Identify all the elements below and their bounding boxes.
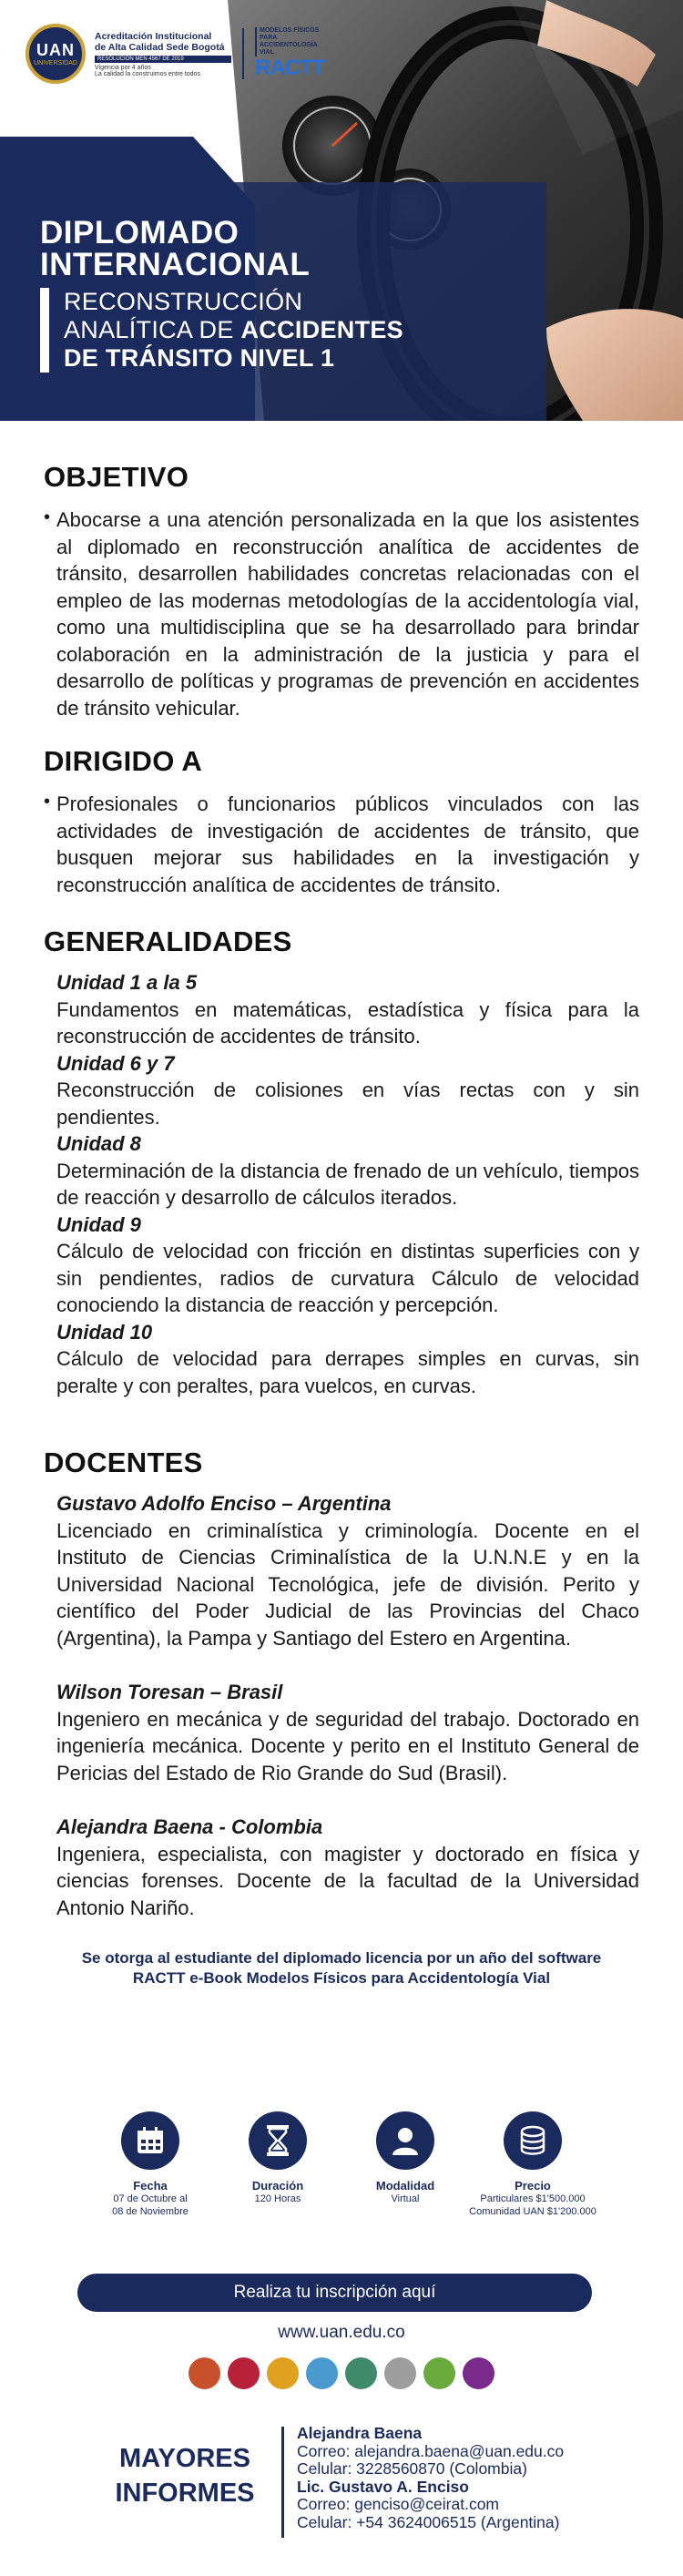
info-modalidad bbox=[342, 2111, 469, 2218]
hero-subtitle-line1: RECONSTRUCCIÓN bbox=[64, 288, 303, 315]
info-fecha-label: Fecha bbox=[133, 2179, 168, 2193]
contact-email-1[interactable]: Correo: alejandra.baena@uan.edu.co bbox=[297, 2441, 565, 2460]
color-dot bbox=[384, 2357, 416, 2389]
info-fecha-line1: 07 de Octubre al bbox=[113, 2193, 188, 2204]
objetivo-title: OBJETIVO bbox=[44, 461, 189, 493]
software-license-notice bbox=[44, 1948, 639, 1988]
hero-subtitle-line2b: ACCIDENTES bbox=[240, 316, 403, 343]
main-content bbox=[0, 421, 683, 1988]
license-line1: Se otorga al estudiante del diplomado licencia por un año del software bbox=[81, 1949, 602, 1967]
info-precio-line2: Comunidad UAN $1'200.000 bbox=[469, 2206, 596, 2217]
accreditation-line2: de Alta Calidad Sede Bogotá bbox=[95, 41, 225, 53]
uan-logo-sub: UNIVERSIDAD bbox=[34, 60, 77, 66]
dirigido-section bbox=[44, 745, 639, 898]
info-modalidad-label: Modalidad bbox=[375, 2179, 435, 2193]
unit-title: Unidad 1 a la 5 bbox=[56, 971, 198, 994]
unit-title: Unidad 8 bbox=[56, 1132, 141, 1155]
accreditation-tagline: La calidad la construimos entre todos bbox=[95, 70, 200, 77]
accreditation-block bbox=[95, 31, 231, 77]
contact-title-line2: INFORMES bbox=[115, 2479, 255, 2508]
contact-phone-1[interactable]: Celular: 3228560870 (Colombia) bbox=[297, 2459, 527, 2478]
unit-text: Determinación de la distancia de frenado de un vehículo, tiempos de reacción y desarrollo de cálculos iterados. bbox=[56, 1159, 639, 1209]
teacher-card bbox=[56, 1679, 639, 1786]
objetivo-text: • Abocarse a una atención personalizada en la que los asistentes al diplomado en reconstrucción analítica de accidentes de tránsito, desarrollen habilidades concretas relacionadas con el empleo de las modernas metodologías de la accidentología vial, como una multidisciplina que se ha desarrollado para brindar colaboración en la administración de la justicia y para el desarrollo de políticas y programas de prevención en accidentes de tránsito vehicular. bbox=[44, 506, 639, 721]
logo-divider bbox=[242, 28, 244, 79]
unit-title: Unidad 10 bbox=[56, 1320, 153, 1344]
color-dot bbox=[463, 2357, 494, 2389]
teacher-name: Alejandra Baena - Colombia bbox=[56, 1815, 323, 1838]
hero-subtitle bbox=[40, 288, 514, 373]
uan-logo[interactable] bbox=[25, 24, 86, 84]
logo-bar bbox=[25, 22, 333, 86]
hero-title-line2: INTERNACIONAL bbox=[40, 247, 311, 282]
docentes-title: DOCENTES bbox=[44, 1446, 203, 1478]
objetivo-section bbox=[44, 421, 639, 721]
hourglass-icon bbox=[249, 2111, 307, 2170]
subtitle-accent-bar bbox=[40, 288, 49, 373]
ractt-small-text: MODELOS FÍSICOS PARA ACCIDENTOLOGÍA VIAL bbox=[255, 27, 333, 56]
info-fecha-line2: 08 de Noviembre bbox=[112, 2206, 189, 2217]
ractt-logo[interactable] bbox=[255, 27, 333, 80]
teacher-card bbox=[56, 1814, 639, 1921]
ractt-logo-text: RACTT bbox=[255, 56, 325, 80]
license-line2: RACTT e-Book Modelos Físicos para Accidentología Vial bbox=[132, 1969, 551, 1987]
contact-title-line1: MAYORES bbox=[119, 2444, 250, 2473]
dirigido-text: • Profesionales o funcionarios públicos vinculados con las actividades de investigación de accidentes de tránsito, que busquen mejorar sus habilidades en la investigación y reconstrucción analítica de accidentes de tránsito. bbox=[44, 791, 639, 898]
accreditation-line1: Acreditación Institucional bbox=[95, 30, 212, 42]
contact-title bbox=[107, 2441, 262, 2510]
color-dot bbox=[267, 2357, 299, 2389]
generalidades-title: GENERALIDADES bbox=[44, 925, 292, 957]
info-duracion-line1: 120 Horas bbox=[254, 2193, 301, 2204]
contact-phone-2[interactable]: Celular: +54 3624006515 (Argentina) bbox=[297, 2512, 560, 2531]
info-precio-label: Precio bbox=[515, 2179, 551, 2193]
teacher-card bbox=[56, 1490, 639, 1651]
unit-title: Unidad 9 bbox=[56, 1212, 141, 1236]
user-icon bbox=[376, 2111, 434, 2170]
accreditation-badge: RESOLUCIÓN MEN 4567 DE 2019 bbox=[95, 56, 231, 63]
teacher-name: Wilson Toresan – Brasil bbox=[56, 1681, 283, 1703]
info-fecha bbox=[87, 2111, 214, 2218]
calendar-icon bbox=[121, 2111, 179, 2170]
contact-details bbox=[297, 2425, 564, 2531]
unit-title: Unidad 6 y 7 bbox=[56, 1051, 175, 1075]
dirigido-title: DIRIGIDO A bbox=[44, 745, 203, 777]
hero-subtitle-line2a: ANALÍTICA DE bbox=[64, 316, 241, 343]
accreditation-validity: Vigencia por 4 años bbox=[95, 64, 151, 71]
teacher-bio: Ingeniera, especialista, con magister y doctorado en física y ciencias forenses. Docente de la facultad de la Universidad Antonio Nariño. bbox=[56, 1842, 639, 1919]
uan-logo-text: UAN bbox=[36, 41, 75, 59]
contact-email-2[interactable]: Correo: genciso@ceirat.com bbox=[297, 2495, 500, 2513]
teacher-bio: Licenciado en criminalística y criminología. Docente en el Instituto de Ciencias Criminalística de la U.N.N.E y en la Universidad Nacional Tecnológica, jefe de división. Perito y científico del Poder Judicial de las Provincias del Chaco (Argentina), la Pampa y Santiago del Estero en Argentina. bbox=[56, 1518, 639, 1650]
docentes-section bbox=[44, 1446, 639, 1921]
teacher-name: Gustavo Adolfo Enciso – Argentina bbox=[56, 1492, 392, 1515]
register-button[interactable]: Realiza tu inscripción aquí bbox=[77, 2274, 592, 2312]
info-modalidad-line1: Virtual bbox=[391, 2193, 420, 2204]
hero-title-line1: DIPLOMADO bbox=[40, 215, 240, 250]
color-dot bbox=[423, 2357, 455, 2389]
contact-name-1: Alejandra Baena bbox=[297, 2424, 423, 2442]
contact-block bbox=[0, 2421, 683, 2540]
unit-text: Cálculo de velocidad para derrapes simples en curvas, sin peralte y con peraltes, para vuelcos, en curvas. bbox=[56, 1347, 639, 1397]
contact-name-2: Lic. Gustavo A. Enciso bbox=[297, 2477, 469, 2496]
info-precio bbox=[469, 2111, 596, 2218]
info-precio-line1: Particulares $1'500.000 bbox=[480, 2193, 586, 2204]
coins-icon bbox=[504, 2111, 562, 2170]
contact-divider bbox=[281, 2427, 284, 2538]
course-info-row bbox=[0, 2111, 683, 2218]
hero-title-block bbox=[40, 217, 514, 373]
generalidades-section bbox=[44, 925, 639, 1399]
unit-text: Cálculo de velocidad con fricción en distintas superficies con y sin pendientes, radios de curvatura Cálculo de velocidad conociendo la distancia de reacción y percepción. bbox=[56, 1240, 639, 1316]
unit-text: Fundamentos en matemáticas, estadística y física para la reconstrucción de accidentes de tránsito. bbox=[56, 997, 639, 1048]
color-dot bbox=[228, 2357, 260, 2389]
color-dots-row bbox=[0, 2357, 683, 2389]
info-duracion bbox=[214, 2111, 342, 2218]
color-dot bbox=[189, 2357, 220, 2389]
teacher-bio: Ingeniero en mecánica y de seguridad del trabajo. Doctorado en ingeniería mecánica. Docente y perito en el Instituto General de Pericias del Estado de Rio Grande do Sud (Brasil). bbox=[56, 1707, 639, 1784]
hero-banner bbox=[0, 0, 683, 421]
color-dot bbox=[345, 2357, 377, 2389]
hero-subtitle-line3: DE TRÁNSITO NIVEL 1 bbox=[64, 344, 335, 372]
website-link[interactable]: www.uan.edu.co bbox=[278, 2323, 405, 2342]
unit-text: Reconstrucción de colisiones en vías rectas con y sin pendientes. bbox=[56, 1078, 639, 1129]
info-duracion-label: Duración bbox=[251, 2179, 304, 2193]
color-dot bbox=[306, 2357, 338, 2389]
